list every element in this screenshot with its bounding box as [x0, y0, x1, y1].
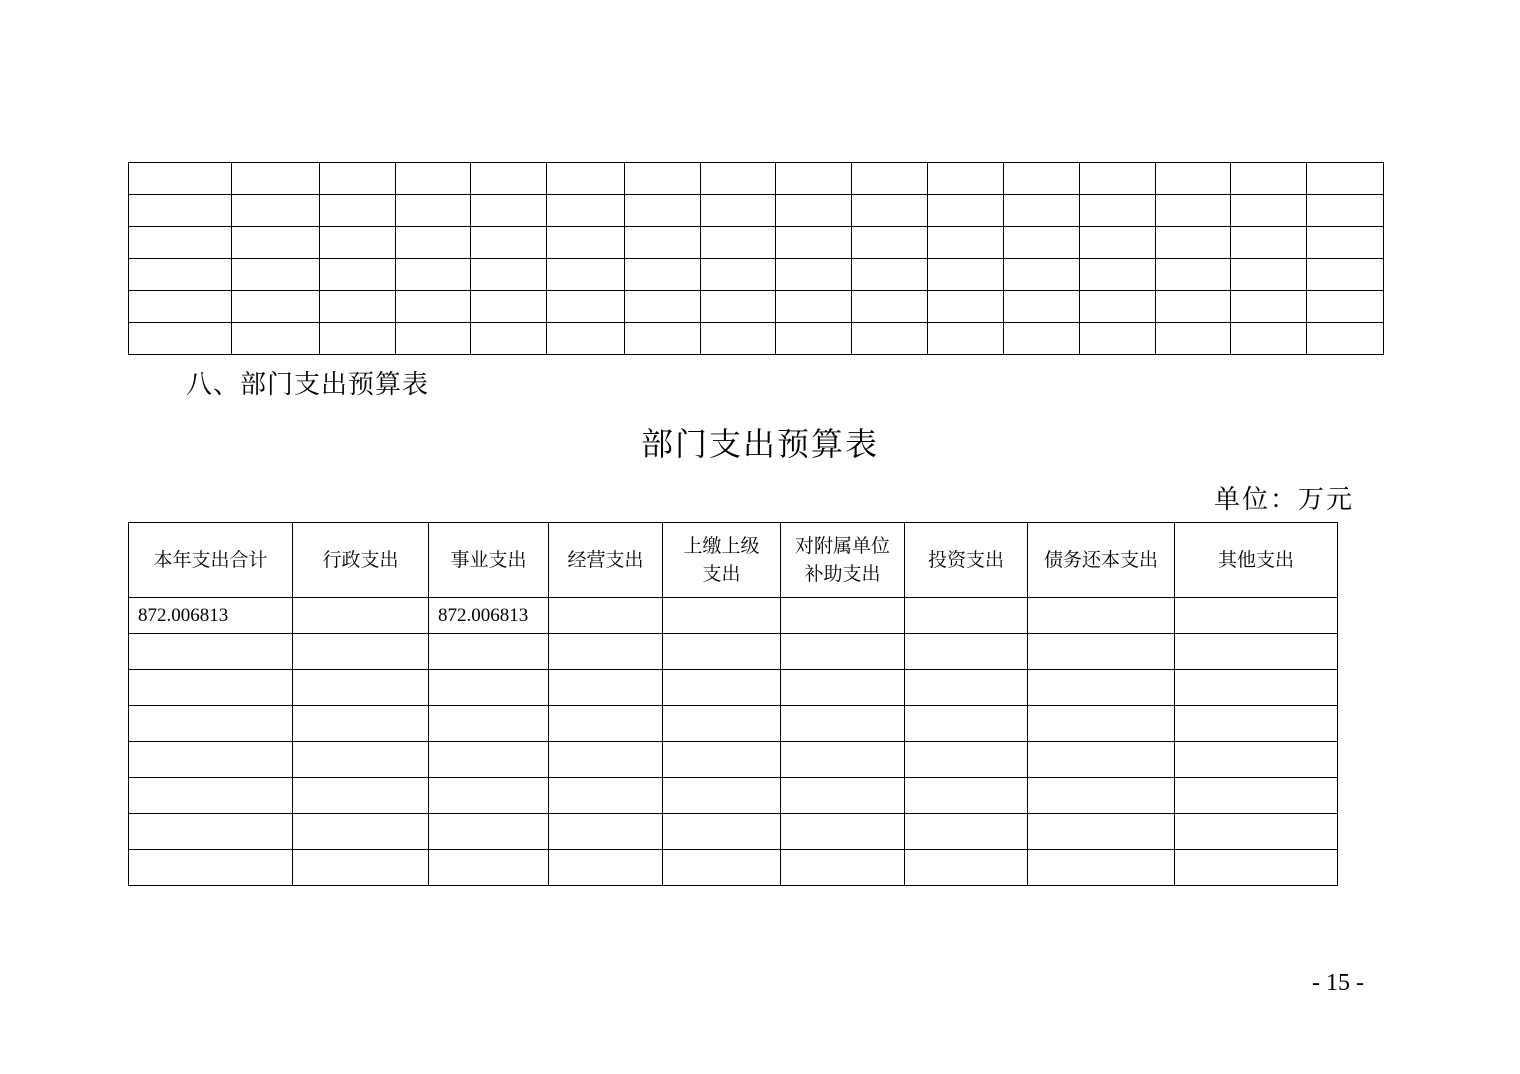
table-cell: [320, 323, 396, 355]
table-cell: [129, 227, 232, 259]
table-cell: [547, 291, 625, 323]
table-cell: [1028, 634, 1175, 670]
column-header-line: 本年支出合计: [153, 549, 268, 571]
table-cell: [129, 778, 293, 814]
table-row: [129, 598, 1338, 634]
table-cell: [781, 814, 905, 850]
table-row: [129, 706, 1338, 742]
table-cell: [776, 291, 852, 323]
table-cell: [625, 227, 701, 259]
table-cell: [471, 323, 547, 355]
column-header: [1175, 523, 1338, 598]
table-cell: [625, 259, 701, 291]
table-cell: [776, 323, 852, 355]
table-cell: [1307, 227, 1384, 259]
table-cell: [905, 814, 1028, 850]
column-header: [1028, 523, 1175, 598]
table-cell: [320, 227, 396, 259]
table-cell: [1156, 323, 1231, 355]
table-cell: [701, 227, 776, 259]
table-cell: [396, 227, 471, 259]
table-cell: [663, 778, 781, 814]
table-row: [129, 163, 1384, 195]
table-cell: [1231, 163, 1307, 195]
table-cell: [1156, 291, 1231, 323]
table-cell: [1231, 323, 1307, 355]
table-cell: [1175, 670, 1338, 706]
table-cell: [1004, 291, 1080, 323]
column-header-line: 债务还本支出: [1043, 549, 1158, 571]
table-cell: [928, 227, 1004, 259]
table-cell: [429, 778, 549, 814]
table-cell: [1231, 259, 1307, 291]
table-cell: [549, 778, 663, 814]
table-row: [129, 323, 1384, 355]
table-cell: [663, 742, 781, 778]
table-cell: [1175, 742, 1338, 778]
table-cell: [663, 706, 781, 742]
table-row: [129, 850, 1338, 886]
table-cell: [232, 195, 320, 227]
table-cell: [1156, 163, 1231, 195]
table-cell: [549, 706, 663, 742]
table-cell: [1004, 195, 1080, 227]
table-cell: [471, 163, 547, 195]
table-cell: [1156, 195, 1231, 227]
table-cell: [320, 163, 396, 195]
table-cell: [1028, 850, 1175, 886]
table-cell: [549, 670, 663, 706]
table-cell: [1175, 778, 1338, 814]
table-cell: [129, 670, 293, 706]
table-cell: [701, 259, 776, 291]
page-number: - 15 -: [1312, 970, 1364, 996]
table-cell: [471, 259, 547, 291]
table-row: [129, 670, 1338, 706]
table-cell: [905, 850, 1028, 886]
table-cell: [471, 227, 547, 259]
table-cell: [547, 259, 625, 291]
table-cell: [1080, 227, 1156, 259]
table-cell: [1307, 195, 1384, 227]
table-cell: [1307, 163, 1384, 195]
table-cell: [1028, 598, 1175, 634]
column-header: [129, 523, 293, 598]
table-cell: [1307, 323, 1384, 355]
table-cell: [625, 163, 701, 195]
table-cell: [129, 814, 293, 850]
table-cell: [701, 195, 776, 227]
table-cell: [905, 706, 1028, 742]
table-cell: [1156, 227, 1231, 259]
table-cell: [1080, 291, 1156, 323]
table-cell: [1175, 850, 1338, 886]
table-cell: [471, 291, 547, 323]
table-cell: [905, 598, 1028, 634]
table-cell: [232, 291, 320, 323]
table-cell: [293, 814, 429, 850]
table-cell: [1175, 634, 1338, 670]
table-cell: [1175, 598, 1338, 634]
table-cell: 872.006813: [129, 598, 293, 634]
table-cell: [293, 742, 429, 778]
table-cell: [781, 850, 905, 886]
table-cell: [429, 634, 549, 670]
table-cell: [129, 195, 232, 227]
table-cell: [781, 742, 905, 778]
table-cell: [928, 259, 1004, 291]
column-header: [429, 523, 549, 598]
table-cell: [852, 323, 928, 355]
table-cell: [129, 291, 232, 323]
table-cell: [928, 163, 1004, 195]
table-row: [129, 259, 1384, 291]
table-cell: [1028, 670, 1175, 706]
table-cell: [396, 163, 471, 195]
column-header-line: 其他支出: [1217, 549, 1294, 571]
table-cell: [129, 706, 293, 742]
table-cell: [852, 259, 928, 291]
column-header: [293, 523, 429, 598]
table-cell: [781, 598, 905, 634]
column-header: [663, 523, 781, 598]
table-cell: [429, 742, 549, 778]
table-cell: [1004, 259, 1080, 291]
table-cell: [232, 323, 320, 355]
table-cell: [232, 227, 320, 259]
table-cell: [852, 195, 928, 227]
table-cell: [905, 670, 1028, 706]
table-cell: [852, 227, 928, 259]
table-cell: [232, 163, 320, 195]
table-cell: [549, 598, 663, 634]
table-cell: [663, 634, 781, 670]
table-cell: [663, 598, 781, 634]
table-cell: [293, 706, 429, 742]
table-cell: [663, 670, 781, 706]
table-cell: [1175, 814, 1338, 850]
table-cell: [1307, 291, 1384, 323]
column-header-line: 上缴上级: [683, 535, 760, 557]
table-cell: [625, 323, 701, 355]
table-cell: [232, 259, 320, 291]
table-row: [129, 814, 1338, 850]
column-header: [905, 523, 1028, 598]
table-cell: [776, 259, 852, 291]
table-cell: [625, 291, 701, 323]
table-cell: [701, 291, 776, 323]
column-header-line: 补助支出: [804, 563, 881, 585]
table-cell: [1231, 227, 1307, 259]
table-cell: [549, 814, 663, 850]
table-cell: [1004, 323, 1080, 355]
table-cell: [928, 323, 1004, 355]
table-cell: [320, 195, 396, 227]
previous-table-continuation: [128, 162, 1384, 355]
table-cell: [396, 323, 471, 355]
table-cell: [293, 598, 429, 634]
section-heading: 八、部门支出预算表: [186, 370, 430, 400]
table-cell: [663, 850, 781, 886]
table-cell: [129, 634, 293, 670]
table-cell: [129, 163, 232, 195]
table-cell: [776, 227, 852, 259]
table-cell: [547, 323, 625, 355]
table-cell: [320, 291, 396, 323]
table-cell: [429, 814, 549, 850]
column-header: [781, 523, 905, 598]
table-cell: [781, 706, 905, 742]
column-header-line: 经营支出: [567, 549, 644, 571]
table-cell: [781, 634, 905, 670]
table-cell: [852, 291, 928, 323]
table-cell: [1080, 259, 1156, 291]
table-cell: [471, 195, 547, 227]
table-cell: [429, 850, 549, 886]
table-cell: [781, 778, 905, 814]
table-cell: [781, 670, 905, 706]
table-cell: [1028, 778, 1175, 814]
table-row: [129, 634, 1338, 670]
table-cell: [701, 323, 776, 355]
table-cell: [776, 163, 852, 195]
table-cell: [1080, 163, 1156, 195]
table-cell: [547, 195, 625, 227]
table-cell: [1028, 742, 1175, 778]
table-cell: [547, 163, 625, 195]
column-header-line: 行政支出: [322, 549, 399, 571]
table-cell: [1156, 259, 1231, 291]
table-cell: [549, 634, 663, 670]
column-header-line: 投资支出: [927, 549, 1004, 571]
table-cell: [905, 778, 1028, 814]
table-cell: [1080, 323, 1156, 355]
table-row: [129, 778, 1338, 814]
table-cell: [1004, 163, 1080, 195]
table-title: 部门支出预算表: [640, 425, 879, 463]
table-cell: [776, 195, 852, 227]
table-cell: [928, 291, 1004, 323]
table-cell: [293, 850, 429, 886]
table-cell: [293, 670, 429, 706]
table-cell: [396, 195, 471, 227]
table-cell: [293, 778, 429, 814]
table-cell: [1004, 227, 1080, 259]
column-header: [549, 523, 663, 598]
table-cell: [928, 195, 1004, 227]
table-cell: [129, 742, 293, 778]
table-cell: [1231, 291, 1307, 323]
table-cell: [852, 163, 928, 195]
table-cell: [549, 742, 663, 778]
table-cell: [129, 323, 232, 355]
table-cell: [701, 163, 776, 195]
table-cell: [905, 634, 1028, 670]
expenditure-budget-table: [128, 522, 1338, 886]
table-row: [129, 227, 1384, 259]
table-row: [129, 291, 1384, 323]
table-cell: [293, 634, 429, 670]
table-cell: [1080, 195, 1156, 227]
column-header-line: 事业支出: [450, 549, 527, 571]
column-header-line: 对附属单位: [794, 535, 890, 557]
table-cell: [429, 670, 549, 706]
table-cell: [396, 291, 471, 323]
table-cell: [320, 259, 396, 291]
table-cell: [129, 850, 293, 886]
unit-label: 单位：万元: [1214, 485, 1355, 515]
table-cell: [129, 259, 232, 291]
table-row: [129, 742, 1338, 778]
table-row: [129, 195, 1384, 227]
table-cell: [1028, 814, 1175, 850]
table-cell: [625, 195, 701, 227]
table-cell: [549, 850, 663, 886]
table-cell: [663, 814, 781, 850]
table-cell: 872.006813: [429, 598, 549, 634]
table-header-row: [129, 523, 1338, 598]
table-cell: [547, 227, 625, 259]
table-cell: [1307, 259, 1384, 291]
column-header-line: 支出: [702, 563, 741, 585]
table-cell: [1028, 706, 1175, 742]
table-cell: [396, 259, 471, 291]
table-cell: [1175, 706, 1338, 742]
table-cell: [1231, 195, 1307, 227]
table-cell: [905, 742, 1028, 778]
table-cell: [429, 706, 549, 742]
